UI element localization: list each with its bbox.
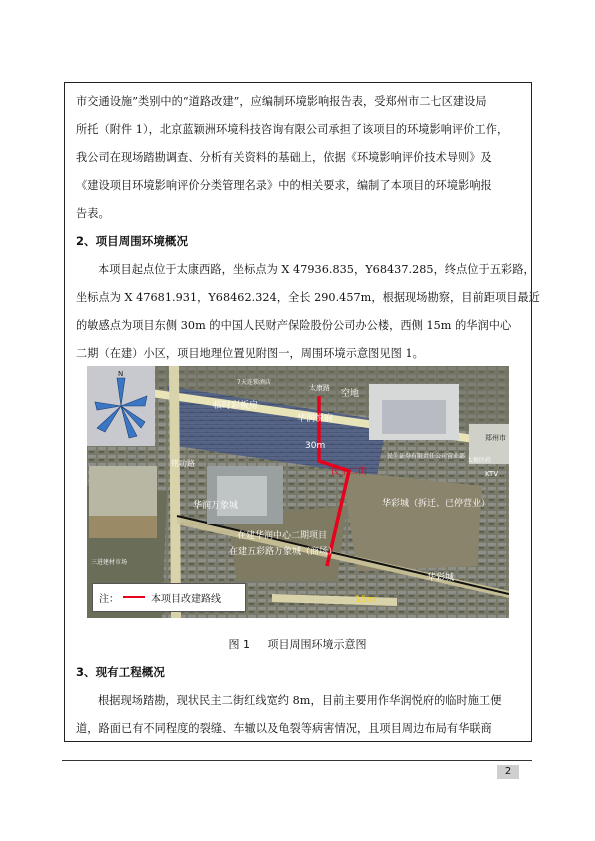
label-mingong: 铭功路 xyxy=(171,459,195,468)
label-in-construction: 在建华润中心二期项目 xyxy=(237,531,328,541)
caption-title: 项目周围环境示意图 xyxy=(267,638,367,651)
site-map-figure xyxy=(87,366,509,618)
para1-line1: 市交通设施”类别中的“道路改建”，应编制环境影响报告表，受郑州市二七区建设局 xyxy=(76,95,487,108)
label-temp-house: 临时彩板房 xyxy=(213,401,259,411)
page-number: 2 xyxy=(497,765,519,779)
section3-heading: 3、现有工程概况 xyxy=(76,665,165,679)
legend-route-text: 本项目改建路线 xyxy=(151,594,221,605)
label-minzhu: 民主二街 xyxy=(331,467,368,477)
label-vacant: 空地 xyxy=(341,389,360,399)
label-distance-30: 30m xyxy=(305,441,326,451)
label-huarun-wanxiang: 华润万象城 xyxy=(193,501,239,511)
para1-line3: 我公司在现场踏勘调查、分析有关资料的基础上，依据《环境影响评价技术导则》及 xyxy=(76,151,492,164)
compass-north: N xyxy=(118,370,124,378)
label-huarun-yuefu: 华润悦府 xyxy=(297,414,334,424)
para1-line2: 所托（附件 1），北京蓝颖洲环境科技咨询有限公司承担了该项目的环境影响评价工作， xyxy=(76,123,509,136)
para1-line4: 《建设项目环境影响评价分类管理名录》中的相关要求，编制了本项目的环境影响报 xyxy=(76,179,492,192)
label-zhengzhou: 郑州市 xyxy=(485,434,506,442)
label-minsheng: 民生证券有限责任公司营业部 xyxy=(387,453,466,460)
mingong-road xyxy=(169,366,181,618)
label-sanjin: 三进建材市场 xyxy=(91,559,128,566)
section2-line4: 二期（在建）小区，项目地理位置见附图一，周围环境示意图见图 1。 xyxy=(76,347,424,360)
caption-number: 图 1 xyxy=(228,638,250,651)
section2-heading: 2、项目周围环境概况 xyxy=(76,234,189,248)
legend-note-label: 注： xyxy=(99,594,119,605)
figure-caption xyxy=(0,636,595,652)
section2-line1: 本项目起点位于太康西路，坐标点为 X 47936.835，Y68437.285，终点位于五彩路， xyxy=(98,263,535,276)
label-7days: 7天连锁酒店 xyxy=(237,379,271,386)
label-distance-15: 15m xyxy=(355,595,376,605)
section3-line1: 根据现场踏勘，现状民主二街红线宽约 8m，目前主要用作华润悦府的临时施工便 xyxy=(98,694,502,707)
label-huacai-marker: 华彩城 xyxy=(427,573,455,583)
huacai-lot xyxy=(342,471,482,571)
label-ktv: KTV xyxy=(485,470,499,478)
label-in-construction-2: 在建五彩路万象城（商场） xyxy=(229,547,338,557)
label-taiji: 太极医药 xyxy=(467,457,492,464)
map-legend xyxy=(92,583,246,612)
legend-route-swatch xyxy=(123,596,145,598)
label-taikang: 太康路 xyxy=(309,384,330,392)
label-huacai: 华彩城（拆迁、已停营业） xyxy=(382,499,491,509)
para1-line5: 告表。 xyxy=(76,207,110,220)
section2-line2: 坐标点为 X 47681.931，Y68462.324，全长 290.457m，根据现场勘察，目前距项目最近 xyxy=(76,291,540,304)
section3-line2: 道，路面已有不同程度的裂缝、车辙以及龟裂等病害情况，且项目周边布局有华联商 xyxy=(76,722,492,735)
section2-line3: 的敏感点为项目东侧 30m 的中国人民财产保险股份公司办公楼，西侧 15m 的华润中心 xyxy=(76,319,512,332)
footer-rule xyxy=(62,760,532,761)
